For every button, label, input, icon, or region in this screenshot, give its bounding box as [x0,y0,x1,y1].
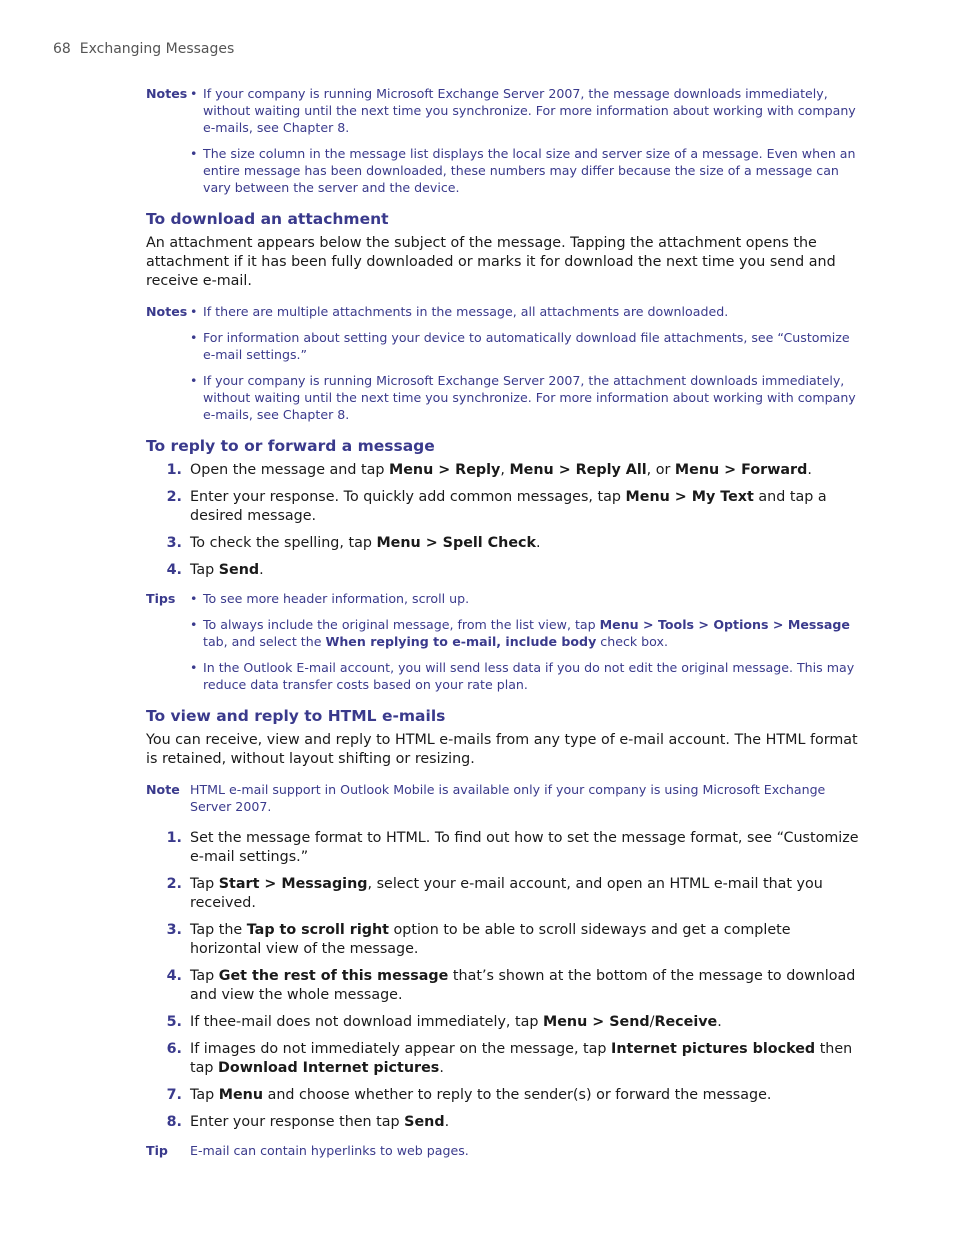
note-item: • If your company is running Microsoft Exchange Server 2007, the attachment downloads immediately, without waiting until the next time you synchronize. For more information about working with company e-mails, see Chapter 8. [190,373,856,422]
html-note [146,781,862,815]
notes-block-2 [146,303,862,432]
step-item: 6. If images do not immediately appear on the message, tap Internet pictures blocked then tap Download Internet pictures. [166,1041,853,1076]
section-title: Exchanging Messages [79,41,235,57]
step-item: 4. Tap Send. [166,562,264,578]
note-item: • If your company is running Microsoft Exchange Server 2007, the message downloads immediately, without waiting until the next time you synchronize. For more information about working with company e-mails, see Chapter 8. [190,86,856,135]
step-item: 1. Set the message format to HTML. To find out how to set the message format, see “Customize e-mail settings.” [166,830,859,865]
step-item: 4. Tap Get the rest of this message that’s shown at the bottom of the message to download and view the whole message. [166,968,856,1003]
step-item: 2. Tap Start > Messaging, select your e-mail account, and open an HTML e-mail that you received. [166,876,823,911]
note-item: • If there are multiple attachments in the message, all attachments are downloaded. [190,304,729,319]
tip-item: • In the Outlook E-mail account, you will send less data if you do not edit the original message. This may reduce data transfer costs based on your rate plan. [190,660,855,692]
tips-block [146,590,862,702]
section-heading-download-attachment: To download an attachment [146,210,389,228]
tip-item: • To always include the original message, from the list view, tap Menu > Tools > Options > Message tab, and select the When replying to e-mail, include body check box. [190,617,850,649]
html-email-steps [146,829,862,1132]
page-number: 68 [53,41,71,57]
reply-forward-steps [146,461,862,580]
notes-block-1 [146,85,862,205]
download-attachment-body: An attachment appears below the subject of the message. Tapping the attachment opens the attachment if it has been fully downloaded or marks it for download the next time you send and receive e-mail. [146,235,836,289]
step-item: 5. If thee-mail does not download immediately, tap Menu > Send/Receive. [166,1014,722,1030]
notes-label: Notes [146,86,188,101]
note-item: • For information about setting your device to automatically download file attachments, see “Customize e-mail settings.” [190,330,850,362]
note-label: Note [146,782,180,797]
tips-label: Tips [146,591,176,606]
html-emails-body: You can receive, view and reply to HTML e-mails from any type of e-mail account. The HTML format is retained, without layout shifting or resizing. [146,732,858,767]
section-heading-reply-forward: To reply to or forward a message [146,437,435,455]
note-text: HTML e-mail support in Outlook Mobile is available only if your company is using Microsoft Exchange Server 2007. [190,782,826,814]
step-item: 7. Tap Menu and choose whether to reply to the sender(s) or forward the message. [166,1087,772,1103]
step-item: 8. Enter your response then tap Send. [166,1114,450,1130]
step-item: 3. Tap the Tap to scroll right option to be able to scroll sideways and get a complete horizontal view of the message. [166,922,791,957]
page-content [146,85,862,1173]
tip-label: Tip [146,1143,168,1158]
tip-text: E-mail can contain hyperlinks to web pages. [190,1143,469,1158]
html-tip [146,1142,862,1159]
note-item: • The size column in the message list displays the local size and server size of a message. Even when an entire message has been downloaded, these numbers may differ because the size of a message can vary between the server and the device. [190,146,856,195]
step-item: 2. Enter your response. To quickly add common messages, tap Menu > My Text and tap a desired message. [166,489,827,524]
notes-label: Notes [146,304,188,319]
step-item: 3. To check the spelling, tap Menu > Spell Check. [166,535,541,551]
step-item: 1. Open the message and tap Menu > Reply, Menu > Reply All, or Menu > Forward. [166,462,812,478]
page-header [53,41,234,57]
tip-item: • To see more header information, scroll up. [190,591,470,606]
section-heading-html-emails: To view and reply to HTML e-mails [146,707,446,725]
